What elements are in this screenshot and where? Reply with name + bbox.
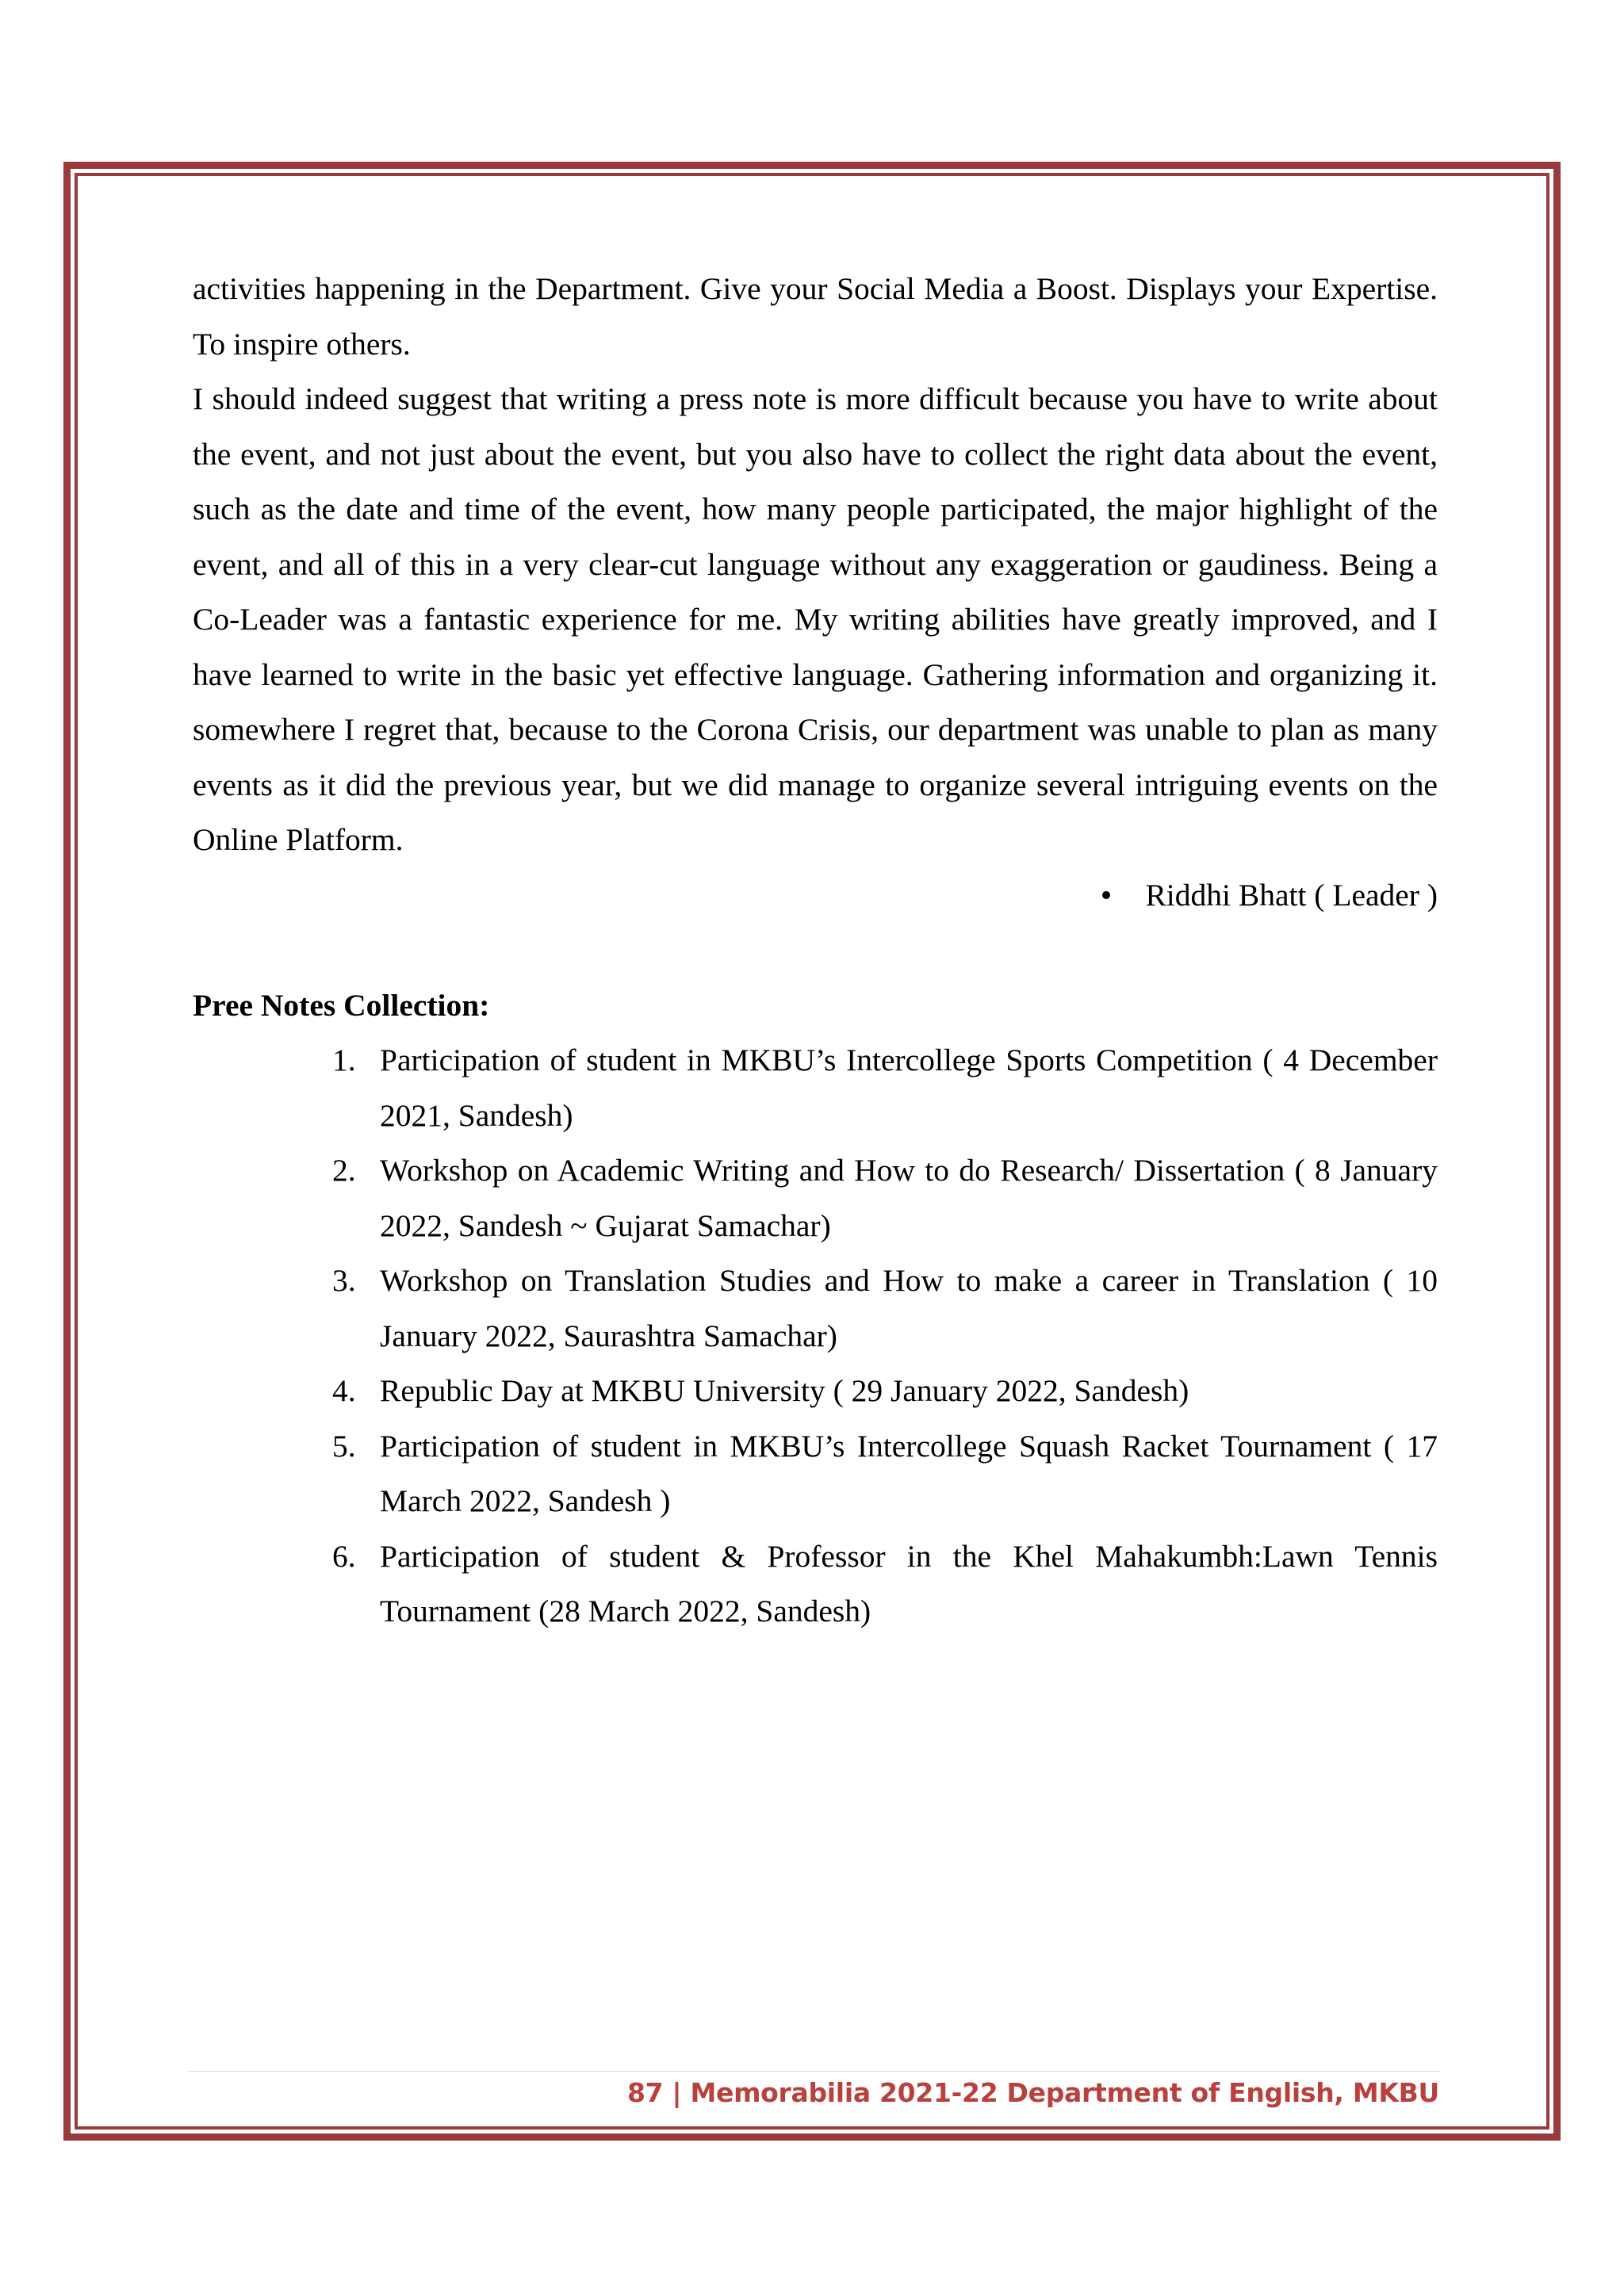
footer-separator: | <box>672 2077 682 2108</box>
list-item-text: Workshop on Academic Writing and How to do Research/ Dissertation ( 8 January 2022, Sandesh ~ Gujarat Samachar) <box>380 1153 1438 1243</box>
list-item-text: Participation of student in MKBU’s Intercollege Squash Racket Tournament ( 17 March 2022, Sandesh ) <box>380 1428 1438 1518</box>
list-item <box>332 1529 1438 1640</box>
bullet-icon <box>1102 891 1110 899</box>
footer-divider <box>188 2071 1441 2072</box>
page-footer <box>627 2077 1439 2108</box>
list-item-number: 6. <box>332 1538 356 1574</box>
list-item <box>332 1364 1438 1419</box>
page-content <box>193 262 1438 1640</box>
body-paragraph-1: activities happening in the Department. Give your Social Media a Boost. Displays your Expertise. To inspire others. <box>193 271 1438 362</box>
list-item-text: Republic Day at MKBU University ( 29 January 2022, Sandesh) <box>380 1373 1189 1408</box>
body-paragraph-2: I should indeed suggest that writing a press note is more difficult because you have to write about the event, and not just about the event, but you also have to collect the right data about the event, such as the date and time of the event, how many people participated, the major highlight of the event, and all of this in a very clear-cut language without any exaggeration or gaudiness. Being a Co-Leader was a fantastic experience for me. My writing abilities have greatly improved, and I have learned to write in the basic yet effective language. Gathering information and organizing it. somewhere I regret that, because to the Corona Crisis, our department was unable to plan as many events as it did the previous year, but we did manage to organize several intriguing events on the Online Platform. <box>193 381 1438 857</box>
signature-line <box>193 868 1438 924</box>
list-item-number: 4. <box>332 1373 356 1408</box>
list-item-number: 1. <box>332 1043 356 1077</box>
list-item <box>332 1033 1438 1143</box>
list-item <box>332 1419 1438 1529</box>
spacer <box>193 923 1438 978</box>
signature-name: Riddhi Bhatt ( Leader ) <box>1145 877 1438 913</box>
list-item-number: 5. <box>332 1428 356 1464</box>
list-item-text: Participation of student in MKBU’s Intercollege Sports Competition ( 4 December 2021, Sandesh) <box>380 1043 1438 1133</box>
list-item-number: 2. <box>332 1153 356 1188</box>
press-notes-heading: Pree Notes Collection: <box>193 987 490 1023</box>
page-number: 87 <box>626 2077 664 2108</box>
list-item <box>332 1253 1438 1364</box>
list-item-text: Participation of student & Professor in the Khel Mahakumbh:Lawn Tennis Tournament (28 March 2022, Sandesh) <box>380 1538 1438 1628</box>
list-item <box>332 1143 1438 1253</box>
press-notes-list <box>193 1033 1438 1640</box>
list-item-text: Workshop on Translation Studies and How to make a career in Translation ( 10 January 2022, Saurashtra Samachar) <box>380 1263 1438 1353</box>
list-item-number: 3. <box>332 1263 356 1298</box>
footer-title: Memorabilia 2021-22 Department of English, MKBU <box>690 2077 1439 2108</box>
